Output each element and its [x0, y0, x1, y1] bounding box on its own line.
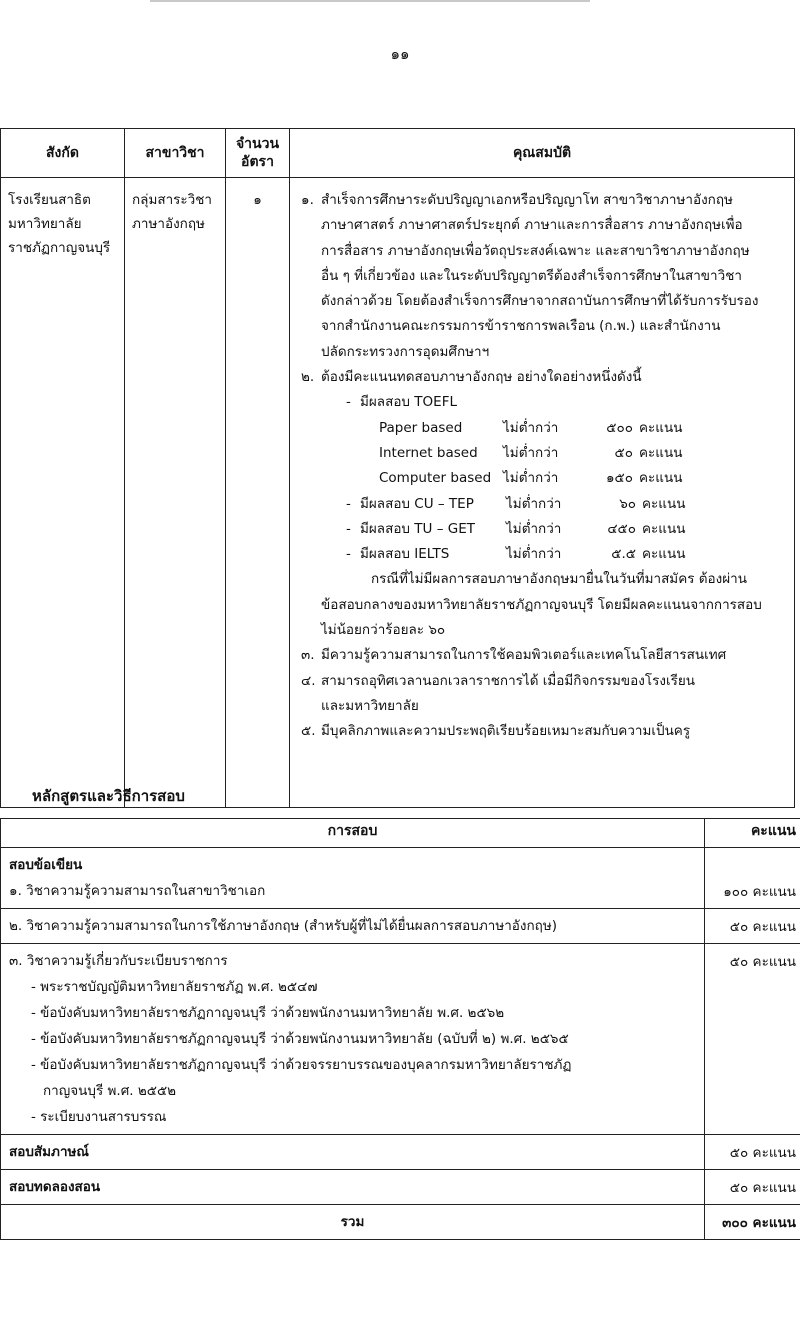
exam-item: ๓. วิชาความรู้เกี่ยวกับระเบียบราชการ	[9, 953, 228, 969]
written-exam-row	[1, 848, 800, 909]
item-line: สำเร็จการศึกษาระดับปริญญาเอกหรือปริญญาโท สาขาวิชาภาษาอังกฤษ	[321, 192, 733, 208]
page-number: ๑๑	[390, 45, 410, 63]
total-score: ๓๐๐ คะแนน	[705, 1205, 800, 1240]
item-line: อื่น ๆ ที่เกี่ยวข้อง และในระดับปริญญาตรีต้องสำเร็จการศึกษาในสาขาวิชา	[321, 267, 742, 284]
item-line: ภาษาศาสตร์ ภาษาศาสตร์ประยุกต์ ภาษาและการสื่อสาร ภาษาอังกฤษเพื่อ	[321, 217, 743, 234]
other-test-row: - มีผลสอบ TU – GET ไม่ต่ำกว่า ๔๕๐ คะแนน	[346, 520, 686, 537]
qualification-table	[0, 128, 795, 808]
teaching-row	[1, 1170, 800, 1205]
regulation-item: - ข้อบังคับมหาวิทยาลัยราชภัฏกาญจนบุรี ว่าด้วยพนักงานมหาวิทยาลัย (ฉบับที่ ๒) พ.ศ. ๒๕๖๕	[31, 1031, 569, 1047]
item-line: ปลัดกระทรวงการอุดมศึกษาฯ	[321, 343, 490, 360]
teaching-label: สอบทดลองสอน	[1, 1170, 705, 1205]
interview-row	[1, 1135, 800, 1170]
qualification-item-3	[301, 643, 789, 668]
written-exam-title: สอบข้อเขียน	[9, 857, 83, 873]
qualification-item-4	[301, 669, 789, 720]
affiliation-line: มหาวิทยาลัย	[8, 216, 82, 232]
header-subject: สาขาวิชา	[125, 129, 226, 178]
toefl-score-row: Computer based ไม่ต่ำกว่า ๑๕๐ คะแนน	[379, 470, 683, 487]
qualifications-cell	[290, 178, 795, 808]
item-line: สามารถอุทิศเวลานอกเวลาราชการได้ เมื่อมีกิจกรรมของโรงเรียน	[321, 672, 695, 689]
written-exam-cell	[1, 848, 705, 909]
header-affiliation: สังกัด	[1, 129, 125, 178]
item-number: ๓.	[301, 647, 315, 664]
toefl-scores	[301, 416, 789, 492]
positions-cell	[226, 178, 290, 808]
subject-line: ภาษาอังกฤษ	[132, 216, 205, 232]
exam-header-row	[1, 819, 800, 848]
item-line: และมหาวิทยาลัย	[321, 697, 419, 714]
toefl-score-row: Internet based ไม่ต่ำกว่า ๕๐ คะแนน	[379, 444, 683, 461]
qualification-row	[1, 178, 795, 808]
item-text: มีความรู้ความสามารถในการใช้คอมพิวเตอร์และเทคโนโลยีสารสนเทศ	[321, 647, 727, 664]
interview-label: สอบสัมภาษณ์	[1, 1135, 705, 1170]
toefl-label: - มีผลสอบ TOEFL	[346, 394, 457, 411]
regulation-item: - พระราชบัญญัติมหาวิทยาลัยราชภัฏ พ.ศ. ๒๕๔๗	[31, 979, 318, 995]
item-text: มีบุคลิกภาพและความประพฤติเรียบร้อยเหมาะสมกับความเป็นครู	[321, 723, 691, 740]
item-text: ต้องมีคะแนนทดสอบภาษาอังกฤษ อย่างใดอย่างหนึ่งดังนี้	[321, 369, 642, 386]
scan-edge-line	[150, 0, 590, 2]
other-test-scores	[301, 492, 789, 568]
qualification-item-5	[301, 719, 789, 744]
other-test-row: - มีผลสอบ CU – TEP ไม่ต่ำกว่า ๖๐ คะแนน	[346, 495, 686, 512]
header-score: คะแนน	[705, 819, 800, 848]
header-positions: จำนวน อัตรา	[226, 129, 290, 178]
qualification-item-2	[301, 365, 789, 390]
interview-score: ๕๐ คะแนน	[705, 1135, 800, 1170]
regulation-item: - ข้อบังคับมหาวิทยาลัยราชภัฏกาญจนบุรี ว่าด้วยพนักงานมหาวิทยาลัย พ.ศ. ๒๕๖๒	[31, 1005, 505, 1021]
exam-score: ๑๐๐ คะแนน	[705, 848, 800, 909]
exam-item-row	[1, 909, 800, 944]
exam-table	[0, 818, 800, 1240]
positions-value: ๑	[253, 192, 262, 208]
exam-item: ๑. วิชาความรู้ความสามารถในสาขาวิชาเอก	[9, 883, 266, 899]
other-test-row: - มีผลสอบ IELTS ไม่ต่ำกว่า ๕.๕ คะแนน	[346, 546, 686, 563]
header-qualifications: คุณสมบัติ	[290, 129, 795, 178]
exam-item: ๒. วิชาความรู้ความสามารถในการใช้ภาษาอังกฤษ (สำหรับผู้ที่ไม่ได้ยื่นผลการสอบภาษาอังกฤษ)	[1, 909, 705, 944]
exam-item-row	[1, 944, 800, 1135]
subject-line: กลุ่มสาระวิชา	[132, 192, 212, 208]
item-number: ๔.	[301, 672, 316, 689]
item-line: จากสำนักงานคณะกรรมการข้าราชการพลเรือน (ก.พ.) และสำนักงาน	[321, 318, 721, 335]
qualification-header-row	[1, 129, 795, 178]
note-line: ไม่น้อยกว่าร้อยละ ๖๐	[321, 622, 446, 639]
item-line: การสื่อสาร ภาษาอังกฤษเพื่อวัตถุประสงค์เฉพาะ และสาขาวิชาภาษาอังกฤษ	[321, 242, 750, 259]
exam-score: ๕๐ คะแนน	[705, 944, 800, 1135]
toefl-score-row: Paper based ไม่ต่ำกว่า ๕๐๐ คะแนน	[379, 419, 683, 436]
affiliation-cell	[1, 178, 125, 808]
section-title: หลักสูตรและวิธีการสอบ	[32, 787, 185, 805]
item-number: ๒.	[301, 369, 315, 386]
regulation-item-continued: กาญจนบุรี พ.ศ. ๒๕๕๒	[43, 1083, 177, 1099]
item-number: ๑.	[301, 192, 314, 208]
qualification-item-1	[301, 188, 789, 365]
subject-cell	[125, 178, 226, 808]
total-row	[1, 1205, 800, 1240]
regulation-item: - ข้อบังคับมหาวิทยาลัยราชภัฏกาญจนบุรี ว่าด้วยจรรยาบรรณของบุคลากรมหาวิทยาลัยราชภัฏ	[31, 1057, 572, 1073]
regulations-cell	[1, 944, 705, 1135]
total-label: รวม	[1, 1205, 705, 1240]
affiliation-line: ราชภัฏกาญจนบุรี	[8, 240, 111, 256]
affiliation-line: โรงเรียนสาธิต	[8, 192, 91, 208]
note-line: กรณีที่ไม่มีผลการสอบภาษาอังกฤษมายื่นในวันที่มาสมัคร ต้องผ่าน	[371, 571, 747, 588]
exam-score: ๕๐ คะแนน	[705, 909, 800, 944]
test-note	[301, 567, 789, 643]
note-line: ข้อสอบกลางของมหาวิทยาลัยราชภัฏกาญจนบุรี โดยมีผลคะแนนจากการสอบ	[321, 596, 762, 613]
item-line: ดังกล่าวด้วย โดยต้องสำเร็จการศึกษาจากสถาบันการศึกษาที่ได้รับการรับรอง	[321, 293, 759, 310]
item-number: ๕.	[301, 723, 316, 740]
teaching-score: ๕๐ คะแนน	[705, 1170, 800, 1205]
header-exam: การสอบ	[1, 819, 705, 848]
regulation-item: - ระเบียบงานสารบรรณ	[31, 1109, 167, 1125]
